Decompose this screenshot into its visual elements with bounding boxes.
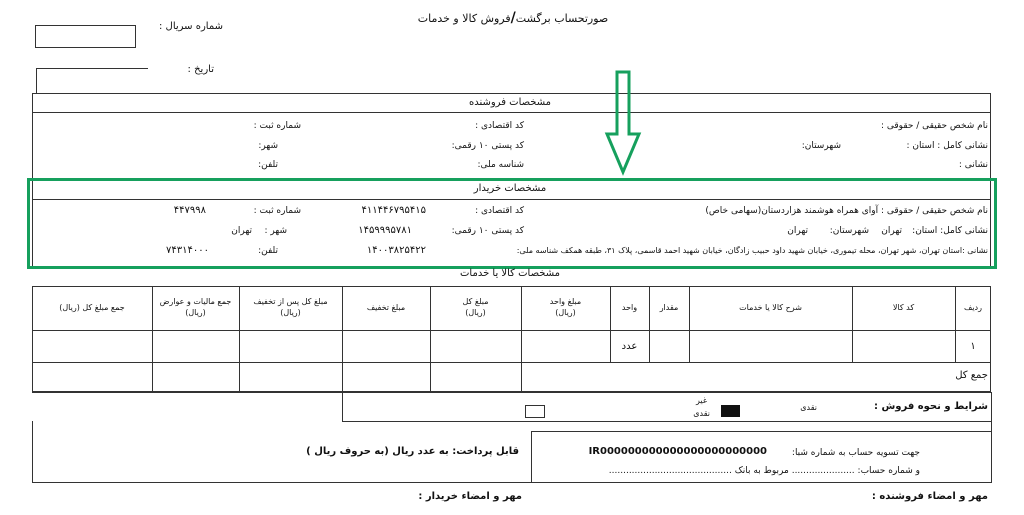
- col-header-tax: جمع مالیات و عوارض (ریال): [159, 297, 232, 317]
- cash-checkbox[interactable]: [721, 405, 740, 417]
- col-header-row-no: ردیف: [964, 303, 982, 312]
- row-unit: عدد: [621, 341, 638, 352]
- goods-col-sep: [649, 286, 650, 362]
- date-label: تاریخ :: [187, 64, 214, 75]
- col-header-unit: واحد: [621, 303, 638, 312]
- invoice-title: [398, 10, 628, 26]
- goods-row-line-1: [32, 330, 991, 331]
- iban-label: جهت تسویه حساب به شماره شبا:: [791, 448, 920, 458]
- seller-address-label: نشانی :: [958, 160, 988, 170]
- buyer-reg-no-label: شماره ثبت :: [253, 206, 301, 216]
- seller-national-id-label: شناسه ملی:: [477, 160, 524, 170]
- seller-economic-code-label: کد اقتصادی :: [475, 121, 524, 131]
- goods-col-sep: [342, 286, 343, 392]
- buyer-full-address-label: نشانی کامل: استان:: [912, 226, 988, 236]
- col-header-grand-total: جمع مبلغ کل (ریال): [59, 303, 125, 312]
- payable-label: قابل پرداخت: به عدد ریال (به حروف ریال ): [306, 446, 519, 457]
- buyer-national-id-value: ۱۴۰۰۳۸۲۵۴۲۲: [366, 245, 426, 256]
- row-index: ۱: [970, 341, 976, 352]
- seller-county-label: شهرستان:: [801, 141, 841, 151]
- col-header-unit-price: مبلغ واحد (ریال): [549, 297, 582, 317]
- buyer-phone-value: ۷۴۳۱۴۰۰۰: [166, 245, 209, 256]
- col-header-total-price: مبلغ کل (ریال): [462, 297, 489, 317]
- account-dots: ......................: [791, 466, 855, 476]
- date-field-line: [36, 68, 148, 69]
- terms-non-cash-bottom: نقدی: [693, 409, 710, 418]
- seller-postal-code-label: کد پستی ۱۰ رقمی:: [451, 141, 524, 151]
- col-header-description: شرح کالا یا خدمات: [739, 303, 802, 312]
- buyer-name-value: آوای همراه هوشمند هزاردستان(سهامی خاص): [705, 206, 879, 216]
- seller-signature-label: مهر و امضاء فروشنده :: [871, 491, 988, 502]
- buyer-city-label: شهر :: [264, 226, 287, 236]
- col-header-discount: مبلغ تخفیف: [366, 303, 406, 312]
- terms-label: شرایط و نحوه فروش :: [873, 401, 988, 412]
- col-header-item-code: کد کالا: [892, 303, 915, 312]
- terms-bottom-line: [342, 421, 991, 422]
- buyer-postal-code-value: ۱۴۵۹۹۹۵۷۸۱: [358, 225, 412, 236]
- buyer-county-value: تهران: [787, 226, 808, 236]
- buyer-city-value: تهران: [231, 226, 252, 236]
- payment-divider-top: [531, 431, 991, 432]
- account-row: [609, 466, 920, 476]
- account-label: و شماره حساب:: [857, 466, 920, 476]
- title-part-2: فروش کالا و خدمات: [417, 12, 511, 25]
- goods-row-line-2: [32, 362, 991, 363]
- buyer-address-value: استان تهران، شهر تهران، محله تیموری، خیابان شهید داود حبیب زادگان، خیابان شهید احمد قاسمی، پلاک ۳۱، طبقه همکف: [560, 246, 963, 255]
- non-cash-checkbox[interactable]: [525, 405, 545, 418]
- serial-label: شماره سریال :: [159, 21, 223, 32]
- title-part-1: صورتحساب برگشت: [515, 12, 609, 25]
- buyer-national-id-label: شناسه ملی:: [516, 246, 559, 255]
- buyer-county-label: شهرستان:: [829, 226, 869, 236]
- seller-name-label: نام شخص حقیقی / حقوقی :: [880, 121, 988, 131]
- payment-divider: [531, 431, 532, 483]
- date-field-edge: [36, 68, 37, 94]
- terms-cash-label: نقدی: [800, 403, 817, 412]
- payment-bottom-line: [32, 482, 991, 483]
- terms-non-cash-top: غیر: [695, 396, 707, 405]
- goods-col-sep: [852, 286, 853, 362]
- buyer-economic-code-value: ۴۱۱۴۴۶۷۹۵۴۱۵: [361, 205, 426, 216]
- seller-reg-no-label: شماره ثبت :: [253, 121, 301, 131]
- buyer-highlight-box: [27, 178, 997, 269]
- buyer-signature-label: مهر و امضاء خریدار :: [418, 491, 522, 502]
- buyer-phone-label: تلفن:: [258, 246, 278, 256]
- seller-full-address-label: نشانی کامل : استان :: [906, 141, 988, 151]
- terms-left-edge: [342, 392, 343, 422]
- goods-section-title: مشخصات کالا یا خدمات: [460, 268, 560, 279]
- buyer-postal-code-label: کد پستی ۱۰ رقمی:: [451, 226, 524, 236]
- title-slash: /: [510, 10, 516, 26]
- col-header-after-discount: مبلغ کل پس از تخفیف (ریال): [253, 297, 328, 317]
- goods-col-sep: [689, 286, 690, 362]
- seller-header-line: [32, 112, 991, 113]
- seller-section-title: مشخصات فروشنده: [468, 97, 552, 108]
- bank-dots: ...........................................: [608, 466, 732, 476]
- seller-phone-label: تلفن:: [258, 160, 278, 170]
- terms-right-edge: [991, 392, 992, 483]
- buyer-address-label: نشانی :: [962, 246, 988, 255]
- buyer-province-value: تهران: [881, 226, 902, 236]
- bank-label: مربوط به بانک: [734, 466, 789, 476]
- serial-number-field[interactable]: [35, 25, 136, 48]
- seller-city-label: شهر:: [258, 141, 278, 151]
- buyer-economic-code-label: کد اقتصادی :: [475, 206, 524, 216]
- col-header-quantity: مقدار: [659, 303, 679, 312]
- buyer-name-label-text: نام شخص حقیقی / حقوقی :: [880, 206, 988, 216]
- grand-total-label: جمع کل: [955, 370, 988, 381]
- down-arrow-icon: [603, 70, 643, 176]
- iban-value: IR000000000000000000000000: [588, 446, 767, 457]
- payment-left-edge: [32, 421, 33, 483]
- buyer-reg-no-value: ۴۴۷۹۹۸: [173, 205, 206, 216]
- buyer-section-title: مشخصات خریدار: [473, 183, 547, 194]
- terms-top-line: [32, 392, 991, 393]
